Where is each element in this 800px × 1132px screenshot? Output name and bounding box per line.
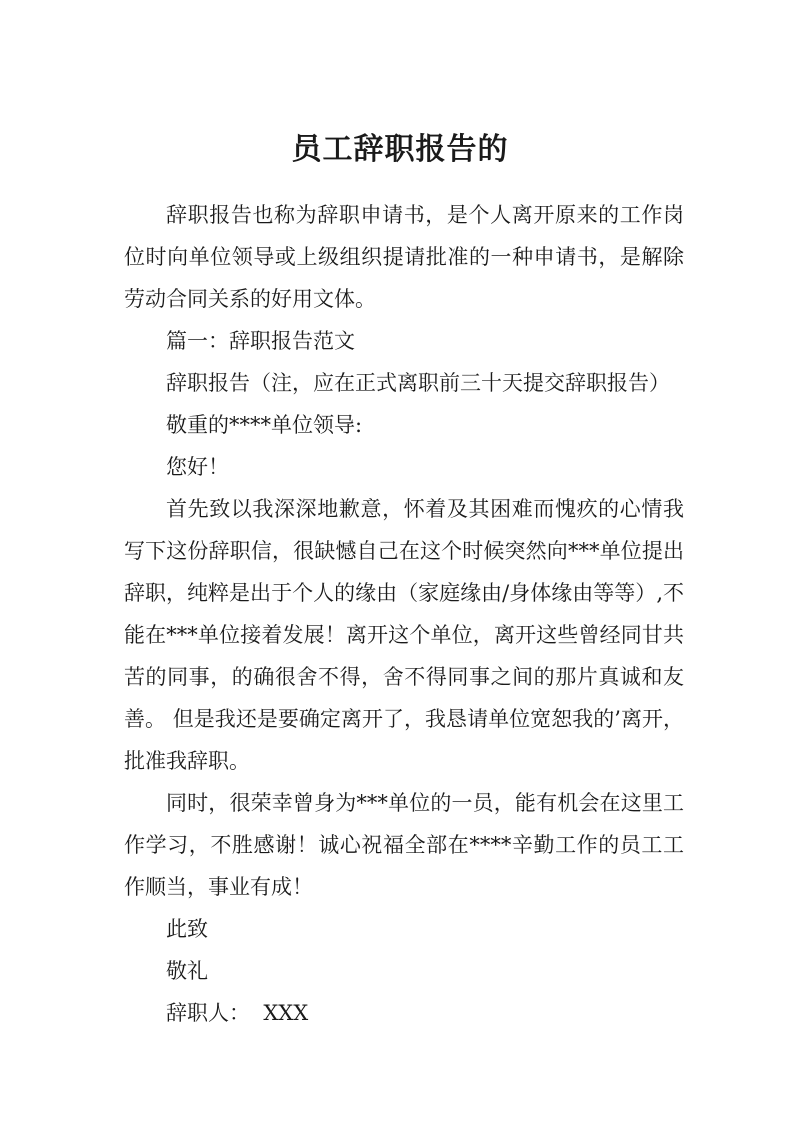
- document-body: [124, 194, 684, 1034]
- closing-line: 此致: [166, 917, 208, 941]
- body-paragraph: 同时，很荣幸曾身为***单位的一员，能有机会在这里工作学习，不胜感谢！诚心祝福全部在****辛勤工作的员工工作顺当，事业有成！: [124, 791, 684, 899]
- signature-line: 辞职人： XXX: [166, 1001, 309, 1025]
- greeting: 您好！: [166, 455, 229, 479]
- intro-paragraph: 辞职报告也称为辞职申请书，是个人离开原来的工作岗位时向单位领导或上级组织提请批准的一种申请书，是解除劳动合同关系的好用文体。: [124, 203, 684, 311]
- salutation: 敬重的****单位领导:: [166, 413, 363, 437]
- body-paragraph: 首先致以我深深地歉意，怀着及其困难而愧疚的心情我写下这份辞职信，很缺憾自己在这个时候突然向***单位提出辞职，纯粹是出于个人的缘由（家庭缘由/身体缘由等等）,不能在***单位接着发展！离开这个单位，离开这些曾经同甘共苦的同事，的确很舍不得，舍不得同事之间的那片真诚和友善。 但是我还是要确定离开了，我恳请单位宽恕我的’离开，批准我辞职。: [124, 497, 684, 773]
- document-title: 员工辞职报告的: [291, 132, 509, 167]
- closing-line: 敬礼: [166, 959, 208, 983]
- report-heading: 辞职报告（注，应在正式离职前三十天提交辞职报告）: [166, 371, 670, 395]
- section-heading: 篇一：辞职报告范文: [166, 329, 355, 353]
